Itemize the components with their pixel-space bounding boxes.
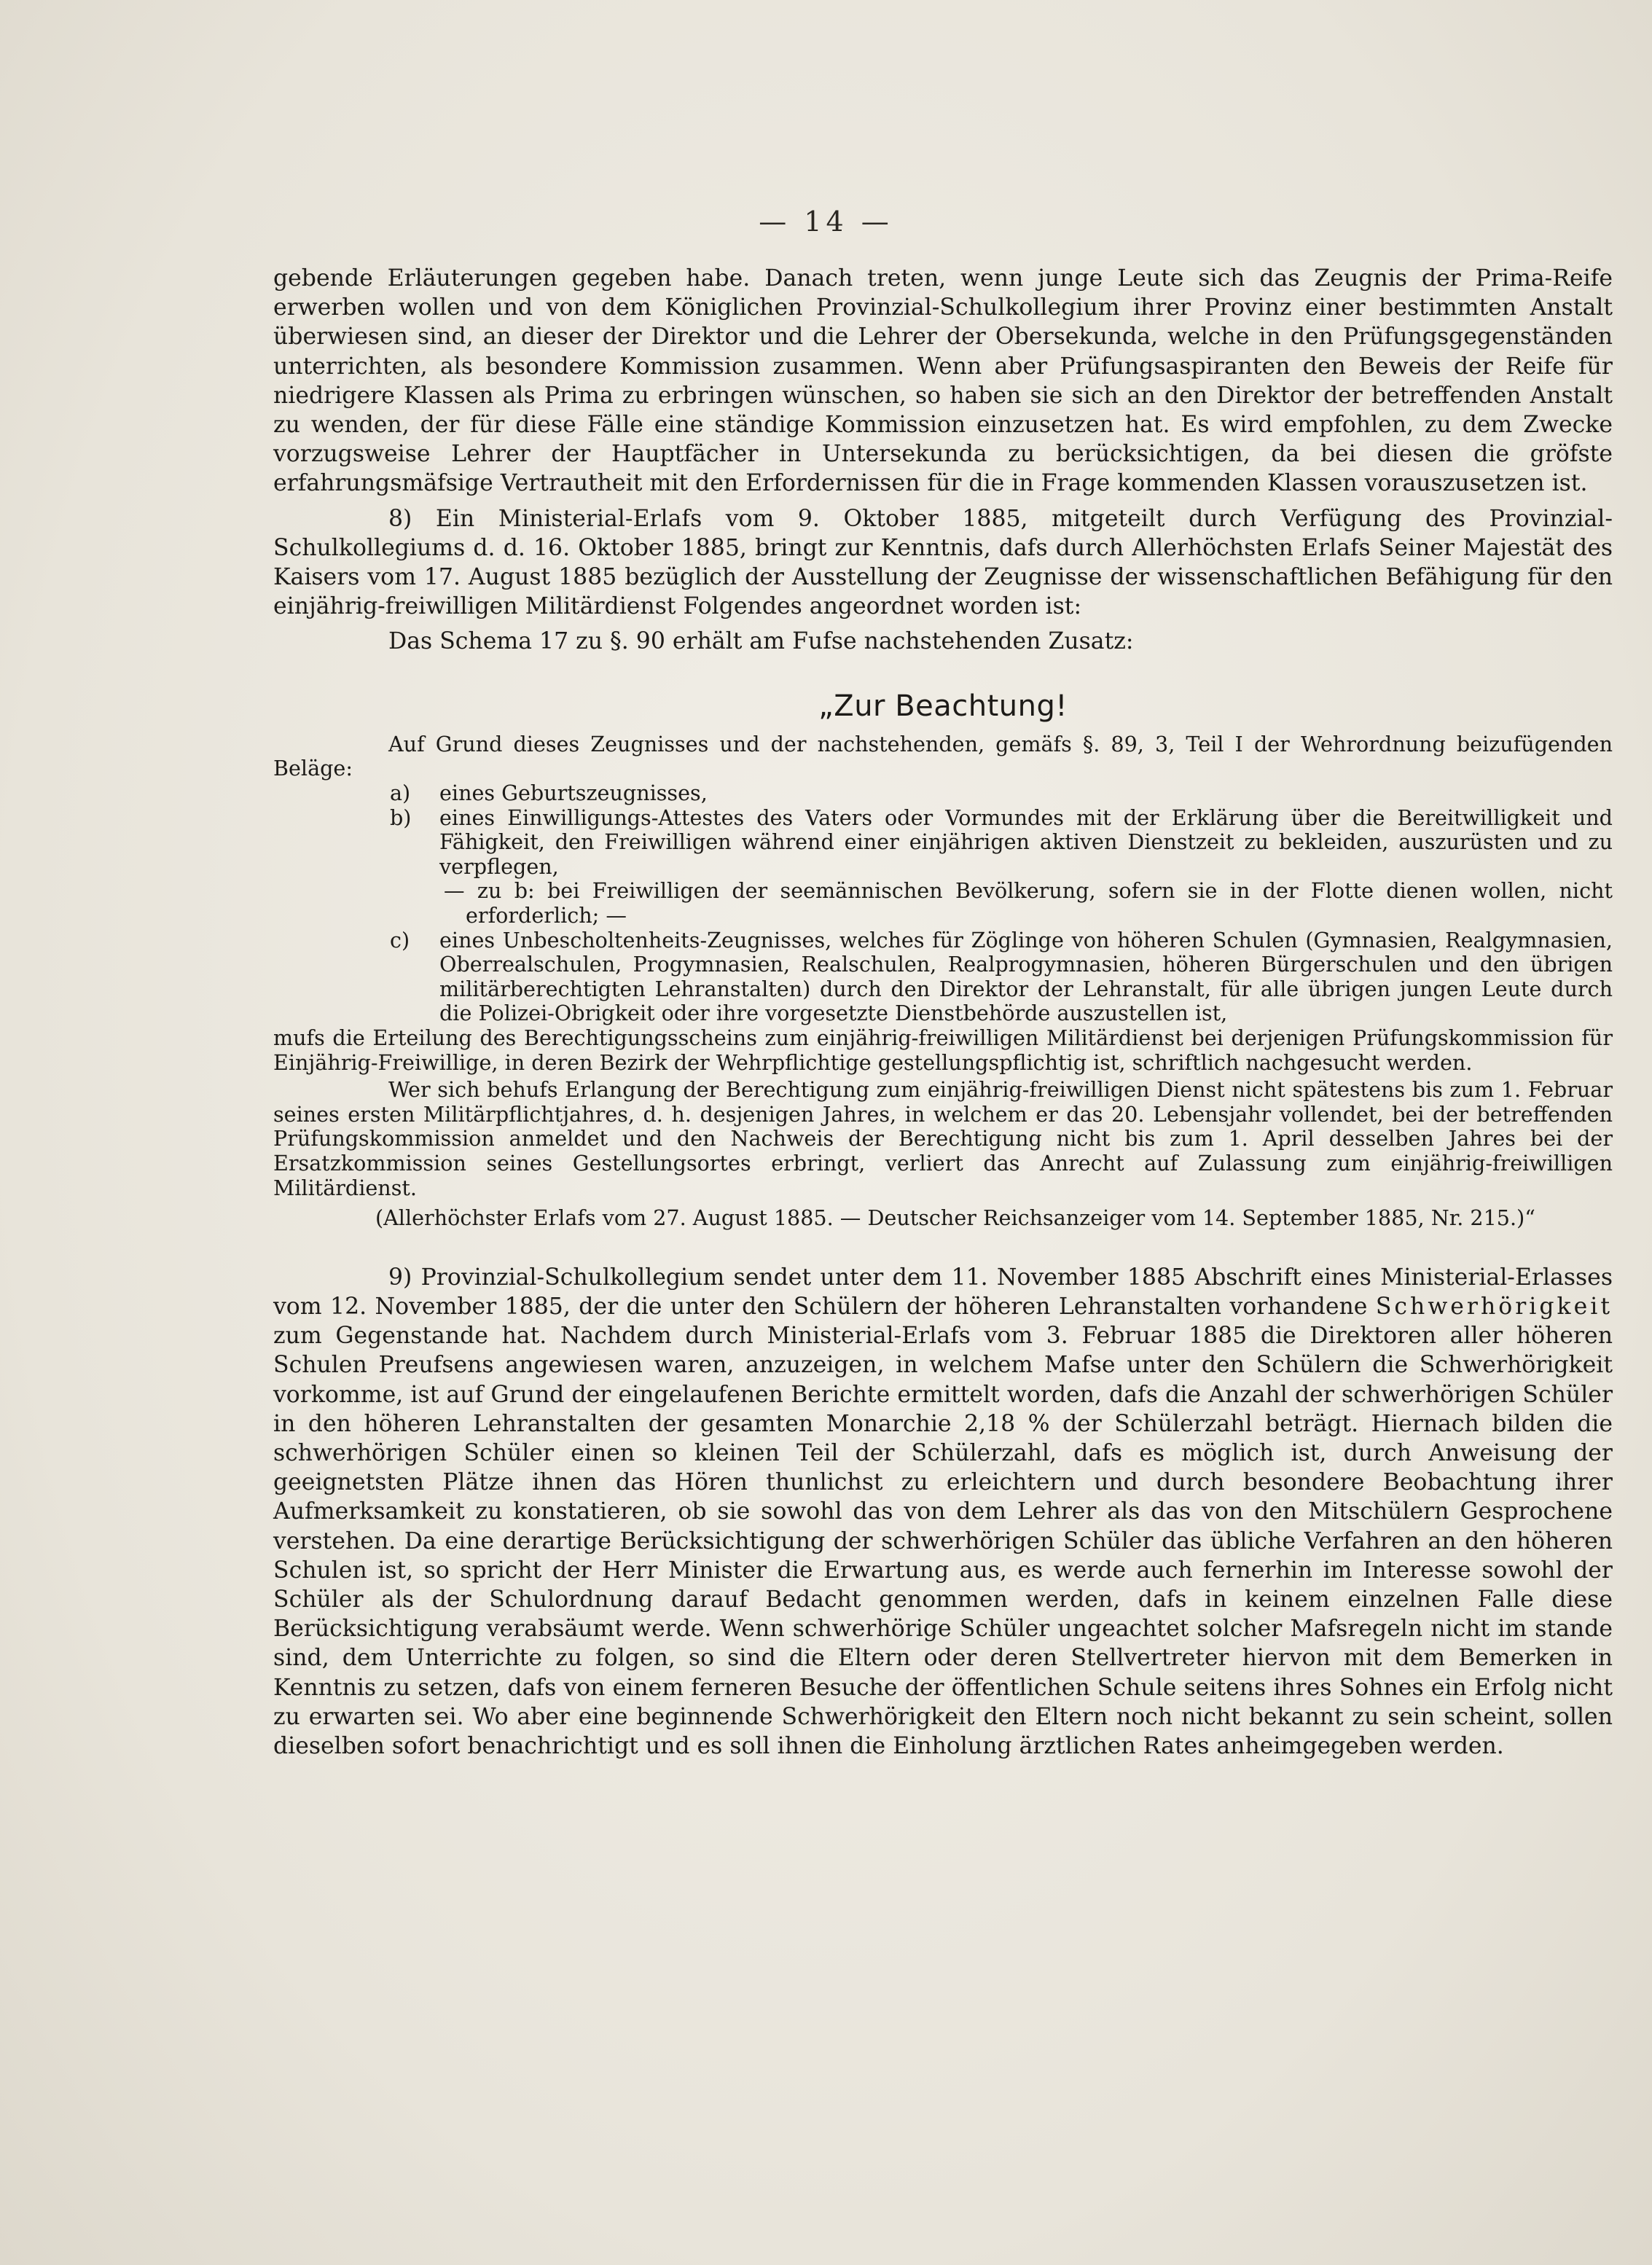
notice-citation: (Allerhöchster Erlafs vom 27. August 1885. — Deutscher Reichsanzeiger vom 14. September 1885, Nr. 215.)“ xyxy=(375,1205,1535,1231)
text-column xyxy=(273,264,1613,1761)
page-number: — 14 — xyxy=(759,206,893,238)
notice-intro: Auf Grund dieses Zeugnisses und der nachstehenden, gemäfs §. 89, 3, Teil I der Wehrordnung beizufügenden Beläge: xyxy=(273,731,1613,781)
item-text: eines Einwilligungs-Attestes des Vaters oder Vormundes mit der Erklärung über die Bereitwilligkeit und Fähigkeit, den Freiwilligen während einer einjährigen aktiven Dienstzeit zu bekleiden, auszurüsten und zu verpflegen, xyxy=(439,805,1613,879)
paragraph-schema-note: Das Schema 17 zu §. 90 erhält am Fufse nachstehenden Zusatz: xyxy=(388,628,1134,655)
item-text: eines Geburtszeugnisses, xyxy=(439,781,708,806)
notice-list-item xyxy=(273,806,1613,880)
item-9-text-rest: zum Gegenstande hat. Nachdem durch Ministerial-Erlafs vom 3. Februar 1885 die Direktoren aller höheren Schulen Preufsens angewiesen waren, anzuzeigen, in welchem Mafse unter den Schülern die Schwerhörigkeit vorkomme, ist auf Grund der eingelaufenen Berichte ermittelt worden, dafs die Anzahl der schwerhörigen Schüler in den höheren Lehranstalten der gesamten Monarchie 2,18 % der Schülerzahl beträgt. Hiernach bilden die schwerhörigen Schüler einen so kleinen Teil der Schülerzahl, dafs es möglich ist, durch Anweisung der geeignetsten Plätze ihnen das Hören thunlichst zu erleichtern und durch besondere Beobachtung ihrer Aufmerksamkeit zu konstatieren, ob sie sowohl das von dem Lehrer als das von den Mitschülern Gesprochene verstehen. Da eine derartige Berücksichtigung der schwerhörigen Schüler das übliche Verfahren an den höheren Schulen ist, so spricht der Herr Minister die Erwartung aus, es werde auch fernerhin im Interesse sowohl der Schüler als der Schulordnung darauf Bedacht genommen werden, dafs in keinem einzelnen Falle diese Berücksichtigung verabsäumt werde. Wenn schwerhörige Schüler ungeachtet solcher Mafsregeln nicht im stande sind, dem Unterrichte zu folgen, so sind die Eltern oder deren Stellvertreter hiervon mit dem Bemerken in Kenntnis zu setzen, dafs von einem ferneren Besuche der öffentlichen Schule seitens ihres Sohnes ein Erfolg nicht zu erwarten sei. Wo aber eine beginnende Schwerhörigkeit den Eltern noch nicht bekannt zu sein scheint, sollen dieselben sofort benachrichtigt und es soll ihnen die Einholung ärztlichen Rates anheimgegeben werden. xyxy=(273,1323,1613,1759)
paragraph-item-8: 8) Ein Ministerial-Erlafs vom 9. Oktober 1885, mitgeteilt durch Verfügung des Provinzial-Schulkollegiums d. d. 16. Oktober 1885, bringt zur Kenntnis, dafs durch Allerhöchsten Erlafs Seiner Majestät des Kaisers vom 17. August 1885 bezüglich der Ausstellung der Zeugnisse der wissenschaftlichen Befähigung für den einjährig-freiwilligen Militärdienst Folgendes angeordnet worden ist: xyxy=(273,505,1613,620)
paragraph-explanations: gebende Erläuterungen gegeben habe. Danach treten, wenn junge Leute sich das Zeugnis der Prima-Reife erwerben wollen und von dem Königlichen Provinzial-Schulkollegium ihrer Provinz einer bestimmten Anstalt überwiesen sind, an dieser der Direktor und die Lehrer der Obersekunda, welche in den Prüfungsgegenständen unterrichten, als besondere Kommission zusammen. Wenn aber Prüfungsaspiranten den Beweis der Reife für niedrigere Klassen als Prima zu erbringen wünschen, so haben sie sich an den Direktor der betreffenden Anstalt zu wenden, der für diese Fälle eine ständige Kommission einzusetzen hat. Es wird empfohlen, zu dem Zwecke vorzugsweise Lehrer der Hauptfächer in Untersekunda zu berücksichtigen, da bei diesen die gröfste erfahrungsmäfsige Vertrautheit mit den Erfordernissen für die in Frage kommenden Klassen vorauszusetzen ist. xyxy=(273,265,1613,497)
item-text: eines Unbescholtenheits-Zeugnisses, welches für Zöglinge von höheren Schulen (Gymnasien, Realgymnasien, Oberrealschulen, Progymnasien, Realschulen, Realprogymnasien, höheren Bürgerschulen und den übrigen militärberechtigten Lehranstalten) durch den Direktor der Lehranstalt, für alle übrigen jungen Leute durch die Polizei-Obrigkeit oder ihre vorgesetzte Dienstbehörde auszustellen ist, xyxy=(439,927,1613,1026)
notice-conclusion: mufs die Erteilung des Berechtigungsscheins zum einjährig-freiwilligen Militärdienst bei derjenigen Prüfungskommission für Einjährig-Freiwillige, in deren Bezirk der Wehrpflichtige gestellungspflichtig ist, schriftlich nachgesucht werden. xyxy=(273,1025,1613,1075)
item-9-text-start: 9) Provinzial-Schulkollegium sendet unter dem 11. November 1885 Abschrift eines Ministerial-Erlasses vom 12. November 1885, der die unter den Schülern der höheren Lehranstalten vorhandene xyxy=(273,1264,1613,1320)
paragraph-item-9 xyxy=(273,1263,1613,1761)
notice-list-item xyxy=(273,781,1613,806)
item-label: a) xyxy=(390,781,411,806)
notice-block xyxy=(273,732,1613,1231)
item-label: b) xyxy=(390,805,412,830)
notice-list-item xyxy=(273,928,1613,1026)
item-9-emphasized-term: Schwerhörigkeit xyxy=(1375,1293,1613,1320)
notice-heading: „Zur Beachtung! xyxy=(818,689,1068,723)
notice-deadline-paragraph: Wer sich behufs Erlangung der Berechtigung zum einjährig-freiwilligen Dienst nicht spätestens bis zum 1. Februar seines ersten Militärpflichtjahres, d. h. desjenigen Jahres, in welchem er das 20. Lebensjahr vollendet, bei der betreffenden Prüfungskommission anmeldet und den Nachweis der Berechtigung nicht bis zum 1. April desselben Jahres bei der Ersatzkommission seines Gestellungsortes erbringt, verliert das Anrecht auf Zulassung zum einjährig-freiwilligen Militärdienst. xyxy=(273,1077,1613,1200)
item-label: c) xyxy=(390,927,410,952)
notice-sub-note: — zu b: bei Freiwilligen der seemännischen Bevölkerung, sofern sie in der Flotte dienen wollen, nicht erforderlich; — xyxy=(444,878,1613,928)
